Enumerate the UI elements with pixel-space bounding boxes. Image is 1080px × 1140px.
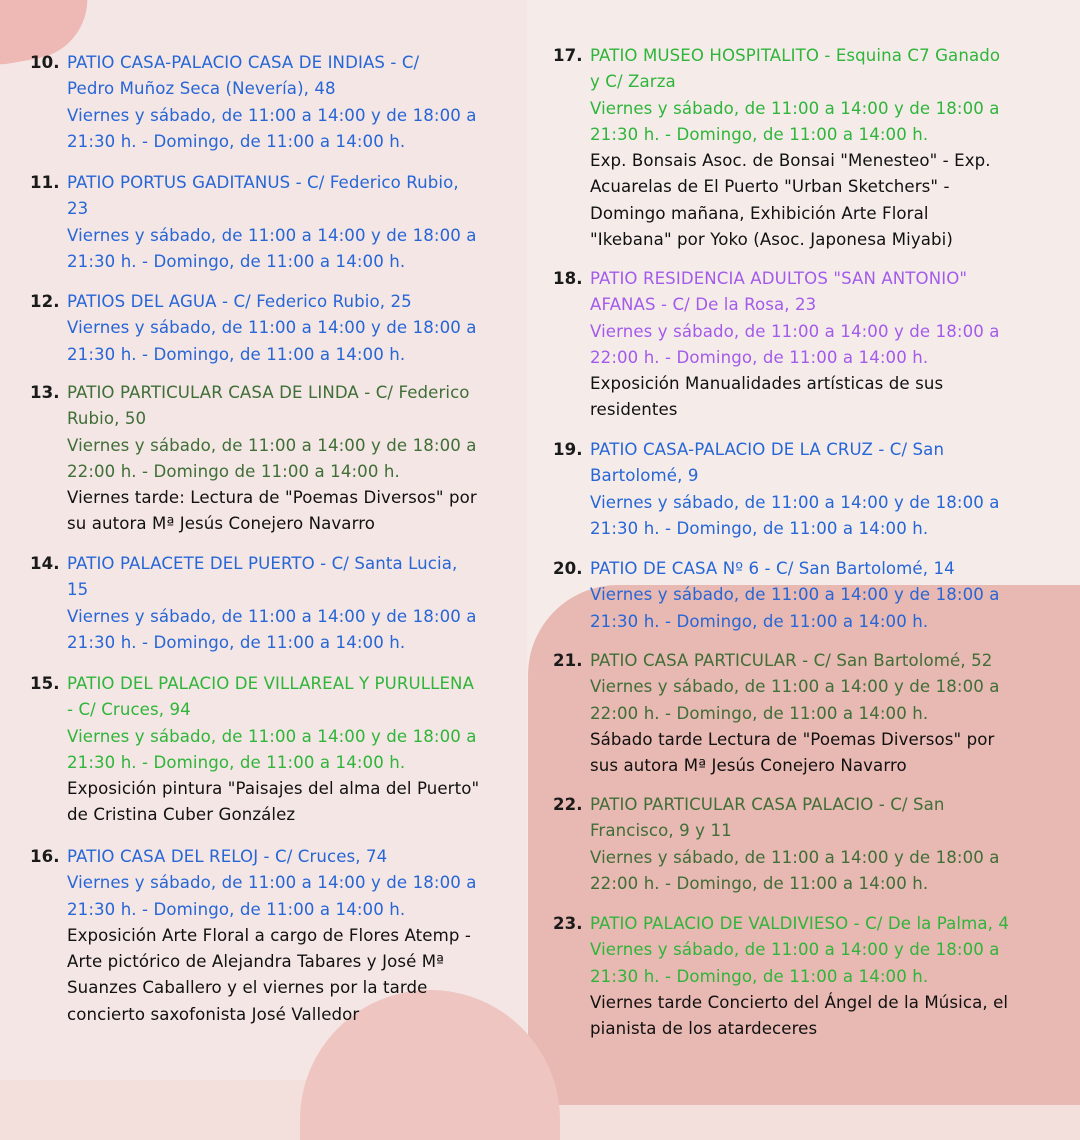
entry-hours-line: 21:30 h. - Domingo, de 11:00 a 14:00 h. — [67, 752, 406, 772]
entry-body — [590, 911, 1009, 1042]
entry-description-line: Viernes tarde: Lectura de "Poemas Diversos" por — [67, 488, 477, 508]
entry-description-line: de Cristina Cuber González — [67, 805, 296, 825]
entry-title-line: 15 — [67, 580, 89, 600]
entry-description-line: Viernes tarde Concierto del Ángel de la Música, el — [590, 992, 1009, 1012]
entry-title-line: PATIO MUSEO HOSPITALITO - Esquina C7 Ganado — [590, 46, 1001, 65]
entry-title-line: PATIO PALACIO DE VALDIVIESO - C/ De la Palma, 4 — [590, 914, 1010, 933]
entry-description-line: concierto saxofonista José Valledor — [67, 1004, 360, 1024]
entry-number: 20. — [553, 559, 583, 578]
entry-hours-line: 21:30 h. - Domingo, de 11:00 a 14:00 h. — [67, 632, 406, 652]
entry-title-line: PATIO PARTICULAR CASA DE LINDA - C/ Federico — [67, 383, 470, 402]
entry-body — [590, 266, 1000, 424]
entry-body — [590, 43, 1000, 253]
entry-body — [590, 556, 1000, 635]
entry-number: 23. — [553, 914, 583, 933]
entry-title-line: 23 — [67, 199, 89, 219]
entry-title-line: PATIO PORTUS GADITANUS - C/ Federico Rubio, — [67, 173, 459, 192]
entry-hours-line: 21:30 h. - Domingo, de 11:00 a 14:00 h. — [67, 251, 406, 271]
entry-number: 11. — [30, 173, 60, 192]
entry-title-line: Bartolomé, 9 — [590, 466, 699, 486]
entry-body — [67, 380, 477, 538]
entry-title-line: PATIO CASA PARTICULAR - C/ San Bartolomé, 52 — [590, 651, 993, 670]
entry-title-line: PATIO PALACETE DEL PUERTO - C/ Santa Lucia, — [67, 554, 458, 573]
entry-description-line: Domingo mañana, Exhibición Arte Floral — [590, 203, 929, 223]
entry-number: 16. — [30, 847, 60, 866]
entry-hours-line: Viernes y sábado, de 11:00 a 14:00 y de 18:00 a — [590, 321, 1000, 341]
entry-body — [67, 671, 479, 829]
entry-number: 18. — [553, 269, 583, 288]
entry-description-line: "Ikebana" por Yoko (Asoc. Japonesa Miyabi) — [590, 230, 953, 250]
entry-number: 21. — [553, 651, 583, 670]
entry-hours-line: Viernes y sábado, de 11:00 a 14:00 y de 18:00 a — [590, 492, 1000, 512]
entry-body — [590, 648, 1000, 779]
entry-body — [67, 289, 477, 368]
entry-hours-line: Viernes y sábado, de 11:00 a 14:00 y de 18:00 a — [67, 606, 477, 626]
entry-description-line: pianista de los atardeceres — [590, 1019, 818, 1039]
entry-title-line: PATIOS DEL AGUA - C/ Federico Rubio, 25 — [67, 292, 412, 311]
entry-hours-line: 21:30 h. - Domingo, de 11:00 a 14:00 h. — [67, 899, 406, 919]
entry-description-line: Arte pictórico de Alejandra Tabares y José Mª — [67, 952, 445, 972]
entry-title-line: PATIO RESIDENCIA ADULTOS "SAN ANTONIO" — [590, 269, 968, 288]
entry-body — [67, 551, 477, 656]
entry-hours-line: 21:30 h. - Domingo, de 11:00 a 14:00 h. — [67, 344, 406, 364]
entry-hours-line: 21:30 h. - Domingo, de 11:00 a 14:00 h. — [590, 966, 929, 986]
entry-description-line: Exposición pintura "Paisajes del alma del Puerto" — [67, 779, 480, 799]
entry-number: 10. — [30, 53, 60, 72]
entry-number: 19. — [553, 440, 583, 459]
entry-hours-line: Viernes y sábado, de 11:00 a 14:00 y de 18:00 a — [590, 940, 1000, 960]
entry-hours-line: Viernes y sábado, de 11:00 a 14:00 y de 18:00 a — [67, 105, 477, 125]
entry-title-line: Rubio, 50 — [67, 409, 147, 429]
entry-hours-line: 21:30 h. - Domingo, de 11:00 a 14:00 h. — [590, 611, 929, 631]
entry-hours-line: Viernes y sábado, de 11:00 a 14:00 y de 18:00 a — [67, 726, 477, 746]
entry-title-line: Pedro Muñoz Seca (Nevería), 48 — [67, 79, 336, 99]
entry-hours-line: Viernes y sábado, de 11:00 a 14:00 y de 18:00 a — [67, 435, 477, 455]
entry-hours-line: 21:30 h. - Domingo, de 11:00 a 14:00 h. — [67, 131, 406, 151]
entry-description-line: Exposición Manualidades artísticas de sus — [590, 374, 944, 394]
entry-title-line: AFANAS - C/ De la Rosa, 23 — [590, 295, 817, 315]
entry-title-line: PATIO CASA-PALACIO DE LA CRUZ - C/ San — [590, 440, 945, 459]
entry-hours-line: Viernes y sábado, de 11:00 a 14:00 y de 18:00 a — [590, 847, 1000, 867]
entry-body — [67, 50, 477, 155]
entry-number: 12. — [30, 292, 60, 311]
entry-hours-line: 21:30 h. - Domingo, de 11:00 a 14:00 h. — [590, 518, 929, 538]
entry-description-line: Acuarelas de El Puerto "Urban Sketchers" - — [590, 177, 950, 197]
entry-hours-line: Viernes y sábado, de 11:00 a 14:00 y de 18:00 a — [590, 98, 1000, 118]
entry-body — [590, 792, 1000, 897]
entry-title-line: PATIO CASA DEL RELOJ - C/ Cruces, 74 — [67, 847, 388, 866]
entry-body — [67, 844, 477, 1028]
entry-hours-line: 22:00 h. - Domingo, de 11:00 a 14:00 h. — [590, 703, 929, 723]
entry-hours-line: 22:00 h. - Domingo de 11:00 a 14:00 h. — [67, 461, 400, 481]
entry-description-line: su autora Mª Jesús Conejero Navarro — [67, 514, 376, 534]
entry-description-line: Exp. Bonsais Asoc. de Bonsai "Menesteo" - Exp. — [590, 151, 991, 171]
entry-number: 14. — [30, 554, 60, 573]
entry-number: 22. — [553, 795, 583, 814]
entry-hours-line: Viernes y sábado, de 11:00 a 14:00 y de 18:00 a — [67, 318, 477, 338]
entry-number: 17. — [553, 46, 583, 65]
entry-hours-line: 22:00 h. - Domingo, de 11:00 a 14:00 h. — [590, 873, 929, 893]
entry-title-line: PATIO PARTICULAR CASA PALACIO - C/ San — [590, 795, 945, 814]
entry-description-line: Suanzes Caballero y el viernes por la tarde — [67, 978, 428, 998]
entry-title-line: - C/ Cruces, 94 — [67, 700, 191, 720]
entry-hours-line: Viernes y sábado, de 11:00 a 14:00 y de 18:00 a — [590, 585, 1000, 605]
entry-description-line: Exposición Arte Floral a cargo de Flores Atemp - — [67, 925, 471, 945]
entry-title-line: y C/ Zarza — [590, 72, 676, 92]
entry-description-line: sus autora Mª Jesús Conejero Navarro — [590, 756, 907, 776]
entry-number: 15. — [30, 674, 60, 693]
entry-hours-line: 21:30 h. - Domingo, de 11:00 a 14:00 h. — [590, 124, 929, 144]
entry-title-line: Francisco, 9 y 11 — [590, 821, 732, 841]
entry-description-line: Sábado tarde Lectura de "Poemas Diversos" por — [590, 729, 995, 749]
entry-hours-line: Viernes y sábado, de 11:00 a 14:00 y de 18:00 a — [67, 225, 477, 245]
entry-title-line: PATIO CASA-PALACIO CASA DE INDIAS - C/ — [67, 53, 420, 72]
entry-body — [590, 437, 1000, 542]
entry-body — [67, 170, 477, 275]
entry-hours-line: Viernes y sábado, de 11:00 a 14:00 y de 18:00 a — [590, 677, 1000, 697]
entry-number: 13. — [30, 383, 60, 402]
entry-title-line: PATIO DEL PALACIO DE VILLAREAL Y PURULLENA — [67, 674, 475, 693]
entry-hours-line: 22:00 h. - Domingo, de 11:00 a 14:00 h. — [590, 347, 929, 367]
entry-hours-line: Viernes y sábado, de 11:00 a 14:00 y de 18:00 a — [67, 873, 477, 893]
entry-title-line: PATIO DE CASA Nº 6 - C/ San Bartolomé, 14 — [590, 559, 955, 578]
entry-description-line: residentes — [590, 400, 678, 420]
